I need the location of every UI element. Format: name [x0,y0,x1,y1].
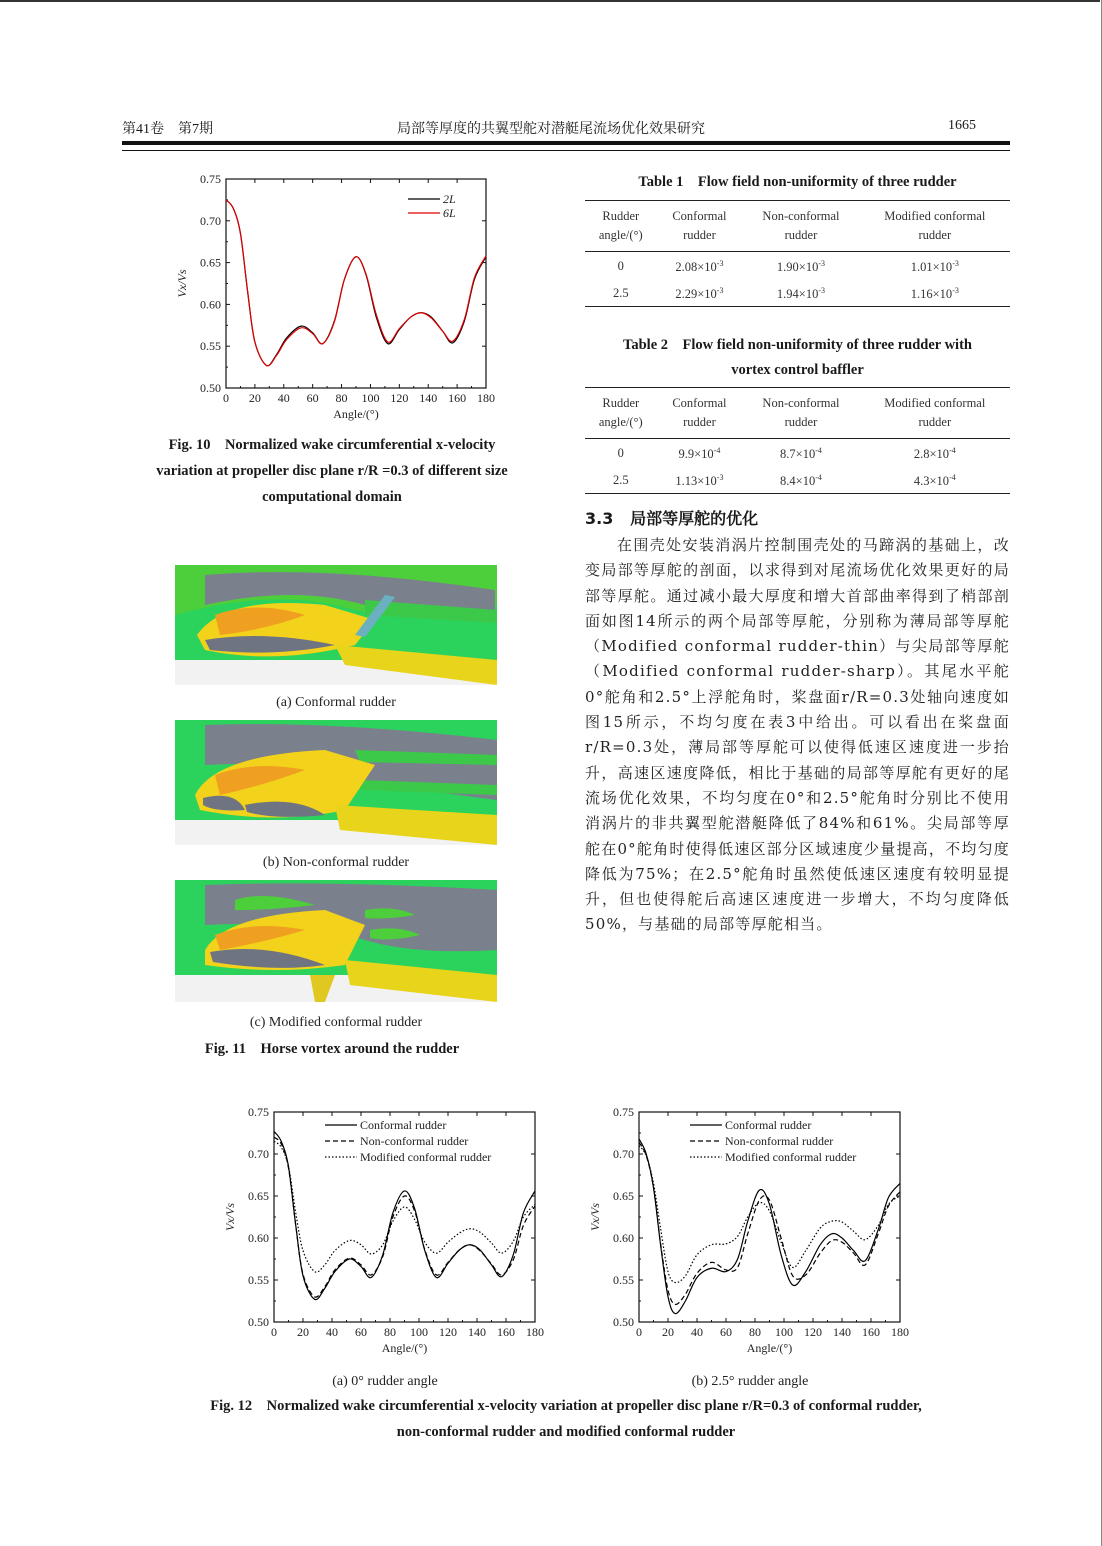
table1-header-cell: Conformal rudder [657,201,743,252]
x-tick-label: 140 [419,391,438,405]
legend-label: Non-conformal rudder [360,1134,469,1148]
x-tick-label: 120 [804,1325,822,1339]
table-cell: $1.90\times 10^{-3}$ [776,259,825,274]
y-axis-label: Vx/Vs [175,269,189,298]
table-cell: 0 [617,258,624,273]
x-tick-label: 60 [306,391,319,405]
fig10-caption-line: computational domain [262,489,402,505]
x-tick-label: 100 [410,1325,428,1339]
y-tick-label: 0.60 [200,297,221,312]
x-tick-label: 160 [862,1325,880,1339]
x-tick-label: 180 [526,1325,544,1339]
y-tick-label: 0.75 [248,1105,269,1119]
series-line [226,200,486,366]
table-cell: $9.9\times 10^{-4}$ [678,446,721,461]
fig11a-cfd-image [175,565,497,685]
header-volume-issue: 第41卷 第7期 [122,122,213,137]
y-tick-label: 0.75 [200,172,221,186]
x-tick-label: 20 [297,1325,309,1339]
table-cell: 0 [617,445,624,460]
x-tick-label: 160 [497,1325,515,1339]
legend-label: 6L [443,206,456,220]
y-tick-label: 0.65 [248,1189,269,1203]
cfd-render-modified-conformal [175,880,497,1002]
fig11c-subcaption: (c) Modified conformal rudder [249,1015,423,1030]
x-axis-label: Angle/(°) [333,407,379,421]
fig11b-subcaption: (b) Non-conformal rudder [262,855,410,870]
section-paragraph: 在围壳处安装消涡片控制围壳处的马蹄涡的基础上，改变局部等厚舵的剖面，以求得到对尾流场优化效果更好的局部等厚舵。通过减小最大厚度和增大首部曲率得到了梢部剖面如图14所示的两个局部等厚舵，分别称为薄局部等厚舵（Modified conformal rudder-thin）与尖局部等厚舵（Modified conformal rudder-sharp）。其尾水平舵0°舵角和2.5°上浮舵角时，桨盘面r/R=0.3处轴向速度如图15所示，不均匀度在表3中给出。可以看出在桨盘面r/R=0.3处，薄局部等厚舵可以使得低速区速度进一步抬升，高速区速度降低，相比于基础的局部等厚舵有更好的尾流场优化效果，不均匀度在0°和2.5°舵角时分别比不使用消涡片的非共翼型舵潜艇降低了84%和61%。尖局部等厚舵在0°舵角时使得低速区部分区域速度少量提高，不均匀度降低为75%；在2.5°舵角时虽然使低速区速度有较明显提升，但也使得舵后高速区速度进一步增大，不均匀度降低50%，与基础的局部等厚舵相当。 [585,536,1010,934]
table-cell: 2.5 [612,285,629,300]
fig10-caption [122,432,542,510]
y-tick-label: 0.60 [613,1231,634,1245]
x-tick-label: 40 [277,391,290,405]
x-tick-label: 180 [477,391,495,405]
series-line [226,200,486,366]
fig10-caption-line: Fig. 10 Normalized wake circumferential x-velocity [168,437,496,453]
y-tick-label: 0.50 [613,1315,634,1329]
x-tick-label: 140 [833,1325,851,1339]
table-row [585,252,1010,280]
header-rule-thin [122,150,1010,151]
x-tick-label: 160 [448,391,467,405]
fig12-caption-line: non-conformal rudder and modified conformal rudder [396,1424,736,1440]
section-number: 3.3 [585,509,614,528]
x-tick-label: 0 [271,1325,277,1339]
table-cell: $4.3\times 10^{-4}$ [913,473,956,488]
series-line [639,1146,900,1283]
fig12-caption-line: Fig. 12 Normalized wake circumferential x-velocity variation at propeller disc plane r/R=0.3 of conformal rudder, [210,1398,922,1414]
section-heading [585,506,758,529]
table2-header-row [585,388,1010,439]
x-tick-label: 140 [468,1325,486,1339]
y-tick-label: 0.60 [248,1231,269,1245]
x-tick-label: 100 [775,1325,793,1339]
legend-label: 2L [443,192,456,206]
x-axis-label: Angle/(°) [381,1341,428,1355]
fig11-caption: Fig. 11 Horse vortex around the rudder [204,1041,460,1057]
y-tick-label: 0.70 [248,1147,269,1161]
fig12a-subcaption: (a) 0° rudder angle [332,1374,438,1389]
table2 [585,387,1010,494]
y-tick-label: 0.55 [613,1273,634,1287]
x-tick-label: 20 [662,1325,674,1339]
x-tick-label: 60 [355,1325,367,1339]
legend-label: Modified conformal rudder [360,1150,492,1164]
fig10-caption-line: variation at propeller disc plane r/R =0.3 of different size [156,463,508,479]
x-tick-label: 100 [361,391,380,405]
legend-label: Non-conformal rudder [725,1134,834,1148]
table1-title: Table 1 Flow field non-uniformity of three rudder [638,174,957,190]
legend-label: Conformal rudder [725,1118,812,1132]
x-tick-label: 0 [223,391,229,405]
fig10-chart [160,170,510,430]
table1 [585,200,1010,307]
x-tick-label: 80 [384,1325,396,1339]
y-tick-label: 0.55 [248,1273,269,1287]
table-cell: 2.5 [612,472,629,487]
fig11c-cfd-image [175,880,497,1002]
table-cell: $2.08\times 10^{-3}$ [675,259,724,274]
header-running-title: 局部等厚度的共翼型舵对潜艇尾流场优化效果研究 [397,122,705,137]
x-tick-label: 60 [720,1325,732,1339]
table-row [585,279,1010,307]
table-cell: $8.4\times 10^{-4}$ [780,473,822,488]
y-tick-label: 0.70 [200,213,221,228]
fig12-caption [122,1393,1010,1445]
fig12b-chart [580,1100,920,1370]
table-row [585,466,1010,494]
table2-title-line: vortex control baffler [731,362,864,378]
y-axis-label: Vx/Vs [588,1203,602,1231]
cfd-render-conformal [175,565,497,685]
table2-title [585,333,1010,383]
table2-title-line: Table 2 Flow field non-uniformity of three rudder with [623,337,972,353]
table1-header-row [585,201,1010,252]
x-tick-label: 120 [390,391,409,405]
fig11b-cfd-image [175,720,497,845]
x-tick-label: 120 [439,1325,457,1339]
x-tick-label: 20 [248,391,261,405]
x-tick-label: 80 [335,391,348,405]
table-cell: $8.7\times 10^{-4}$ [780,446,822,461]
x-tick-label: 0 [636,1325,642,1339]
x-tick-label: 80 [749,1325,761,1339]
y-tick-label: 0.50 [200,381,221,395]
y-tick-label: 0.75 [613,1105,634,1119]
y-tick-label: 0.65 [613,1189,634,1203]
table1-header-cell: Non-conformal rudder [742,201,859,252]
table2-header-cell: Non-conformal rudder [742,388,859,439]
y-tick-label: 0.70 [613,1147,634,1161]
table-cell: $2.29\times 10^{-3}$ [675,286,724,301]
x-axis-label: Angle/(°) [746,1341,793,1355]
table-cell: $1.16\times 10^{-3}$ [910,286,959,301]
x-tick-label: 180 [891,1325,909,1339]
legend-label: Conformal rudder [360,1118,447,1132]
table2-header-cell: Conformal rudder [657,388,743,439]
y-tick-label: 0.55 [200,339,221,354]
table-row [585,439,1010,467]
table-cell: $1.94\times 10^{-3}$ [776,286,825,301]
table1-header-cell: Modified conformal rudder [860,201,1010,252]
x-tick-label: 40 [691,1325,703,1339]
y-tick-label: 0.65 [200,255,221,270]
fig12b-subcaption: (b) 2.5° rudder angle [691,1374,809,1389]
table-cell: $1.01\times 10^{-3}$ [910,259,959,274]
legend-label: Modified conformal rudder [725,1150,857,1164]
fig11a-subcaption: (a) Conformal rudder [276,695,396,710]
header-page-number: 1665 [948,118,976,133]
table1-header-cell: Rudder angle/(°) [585,201,657,252]
series-line [639,1142,900,1304]
section-title: 局部等厚舵的优化 [630,509,759,528]
x-tick-label: 40 [326,1325,338,1339]
table-cell: $1.13\times 10^{-3}$ [675,473,724,488]
fig12a-chart [215,1100,555,1370]
series-line [639,1139,900,1314]
y-axis-label: Vx/Vs [223,1203,237,1231]
table2-header-cell: Modified conformal rudder [860,388,1010,439]
page-top-border [0,0,1100,2]
y-tick-label: 0.50 [248,1315,269,1329]
header-rule-thick [122,141,1010,145]
table2-header-cell: Rudder angle/(°) [585,388,657,439]
cfd-render-non-conformal [175,720,497,845]
table-cell: $2.8\times 10^{-4}$ [913,446,956,461]
